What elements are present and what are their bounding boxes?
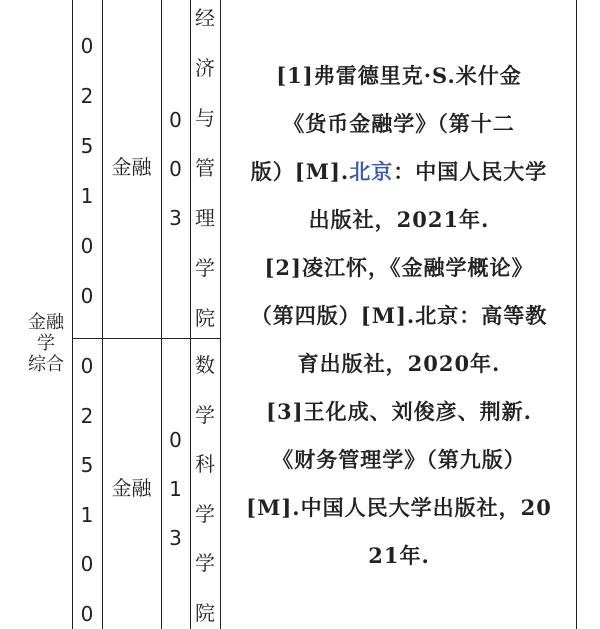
dept-char: 经 (195, 6, 215, 30)
subject-cell (20, 312, 72, 375)
dept-char: 科 (195, 452, 215, 477)
dept-char: 数 (195, 353, 215, 377)
code-digit: 2 (80, 84, 94, 108)
subject-line-1: 金融 (28, 312, 64, 333)
code-digit: 0 (80, 234, 94, 258)
references-cell (222, 52, 576, 580)
dept-char: 济 (195, 56, 215, 80)
major-code-cell (72, 36, 102, 306)
dept-char: 学 (195, 551, 215, 576)
dept-code-digit: 3 (169, 206, 182, 230)
department-cell (190, 8, 220, 328)
department-cell (190, 355, 220, 623)
row-divider (72, 338, 220, 339)
code-digit: 2 (80, 403, 94, 428)
dept-code-digit: 0 (169, 157, 182, 181)
dept-char: 学 (195, 501, 215, 526)
code-digit: 0 (80, 34, 94, 58)
dept-code-digit: 0 (169, 108, 182, 132)
major-name-cell: 金融 (111, 155, 152, 179)
dept-char: 院 (195, 600, 215, 625)
dept-char: 学 (195, 402, 215, 427)
reference-line: [1]弗雷德里克·S.米什金 (276, 63, 522, 88)
table-divider-code (102, 0, 103, 629)
dept-char: 学 (195, 256, 215, 280)
dept-code-digit: 1 (169, 477, 182, 501)
major-code-cell (72, 356, 102, 624)
table-divider-dept (220, 0, 221, 629)
dept-code-cell (161, 110, 190, 228)
dept-char: 管 (195, 156, 215, 180)
code-digit: 1 (80, 184, 94, 208)
code-digit: 0 (80, 601, 94, 626)
code-digit: 1 (80, 502, 94, 527)
dept-code-digit: 0 (169, 428, 182, 452)
dept-char: 院 (195, 306, 215, 330)
reference-line (222, 148, 576, 196)
code-digit: 5 (80, 134, 94, 158)
major-name-cell: 金融 (111, 476, 152, 500)
subject-line-2: 学 (37, 333, 55, 354)
reference-text: ：中国人民大学 (393, 159, 548, 184)
reference-line: [2]凌江怀，《金融学概论》 (264, 255, 534, 280)
dept-char: 理 (195, 206, 215, 230)
reference-line: [3]王化成、刘俊彦、荆新. (266, 399, 532, 424)
reference-line: 《财务管理学》（第九版） (272, 447, 526, 472)
beijing-link[interactable]: 北京 (349, 159, 394, 184)
subject-line-3: 综合 (28, 354, 64, 375)
dept-code-cell (161, 430, 190, 548)
reference-line: [M].中国人民大学出版社，20 (246, 495, 552, 520)
code-digit: 0 (80, 284, 94, 308)
reference-line: 育出版社，2020年. (297, 351, 501, 376)
reference-line: 《货币金融学》（第十二 (283, 111, 515, 136)
code-digit: 0 (80, 552, 94, 577)
reference-line: 出版社，2021年. (308, 207, 490, 232)
dept-char: 与 (195, 106, 215, 130)
reference-line: 21年. (368, 543, 430, 568)
reference-text: 版）[M]. (250, 159, 350, 184)
dept-code-digit: 3 (169, 526, 182, 550)
table-border-right (576, 0, 577, 629)
code-digit: 5 (80, 453, 94, 478)
reference-line: （第四版）[M].北京：高等教 (250, 303, 548, 328)
code-digit: 0 (80, 354, 94, 378)
